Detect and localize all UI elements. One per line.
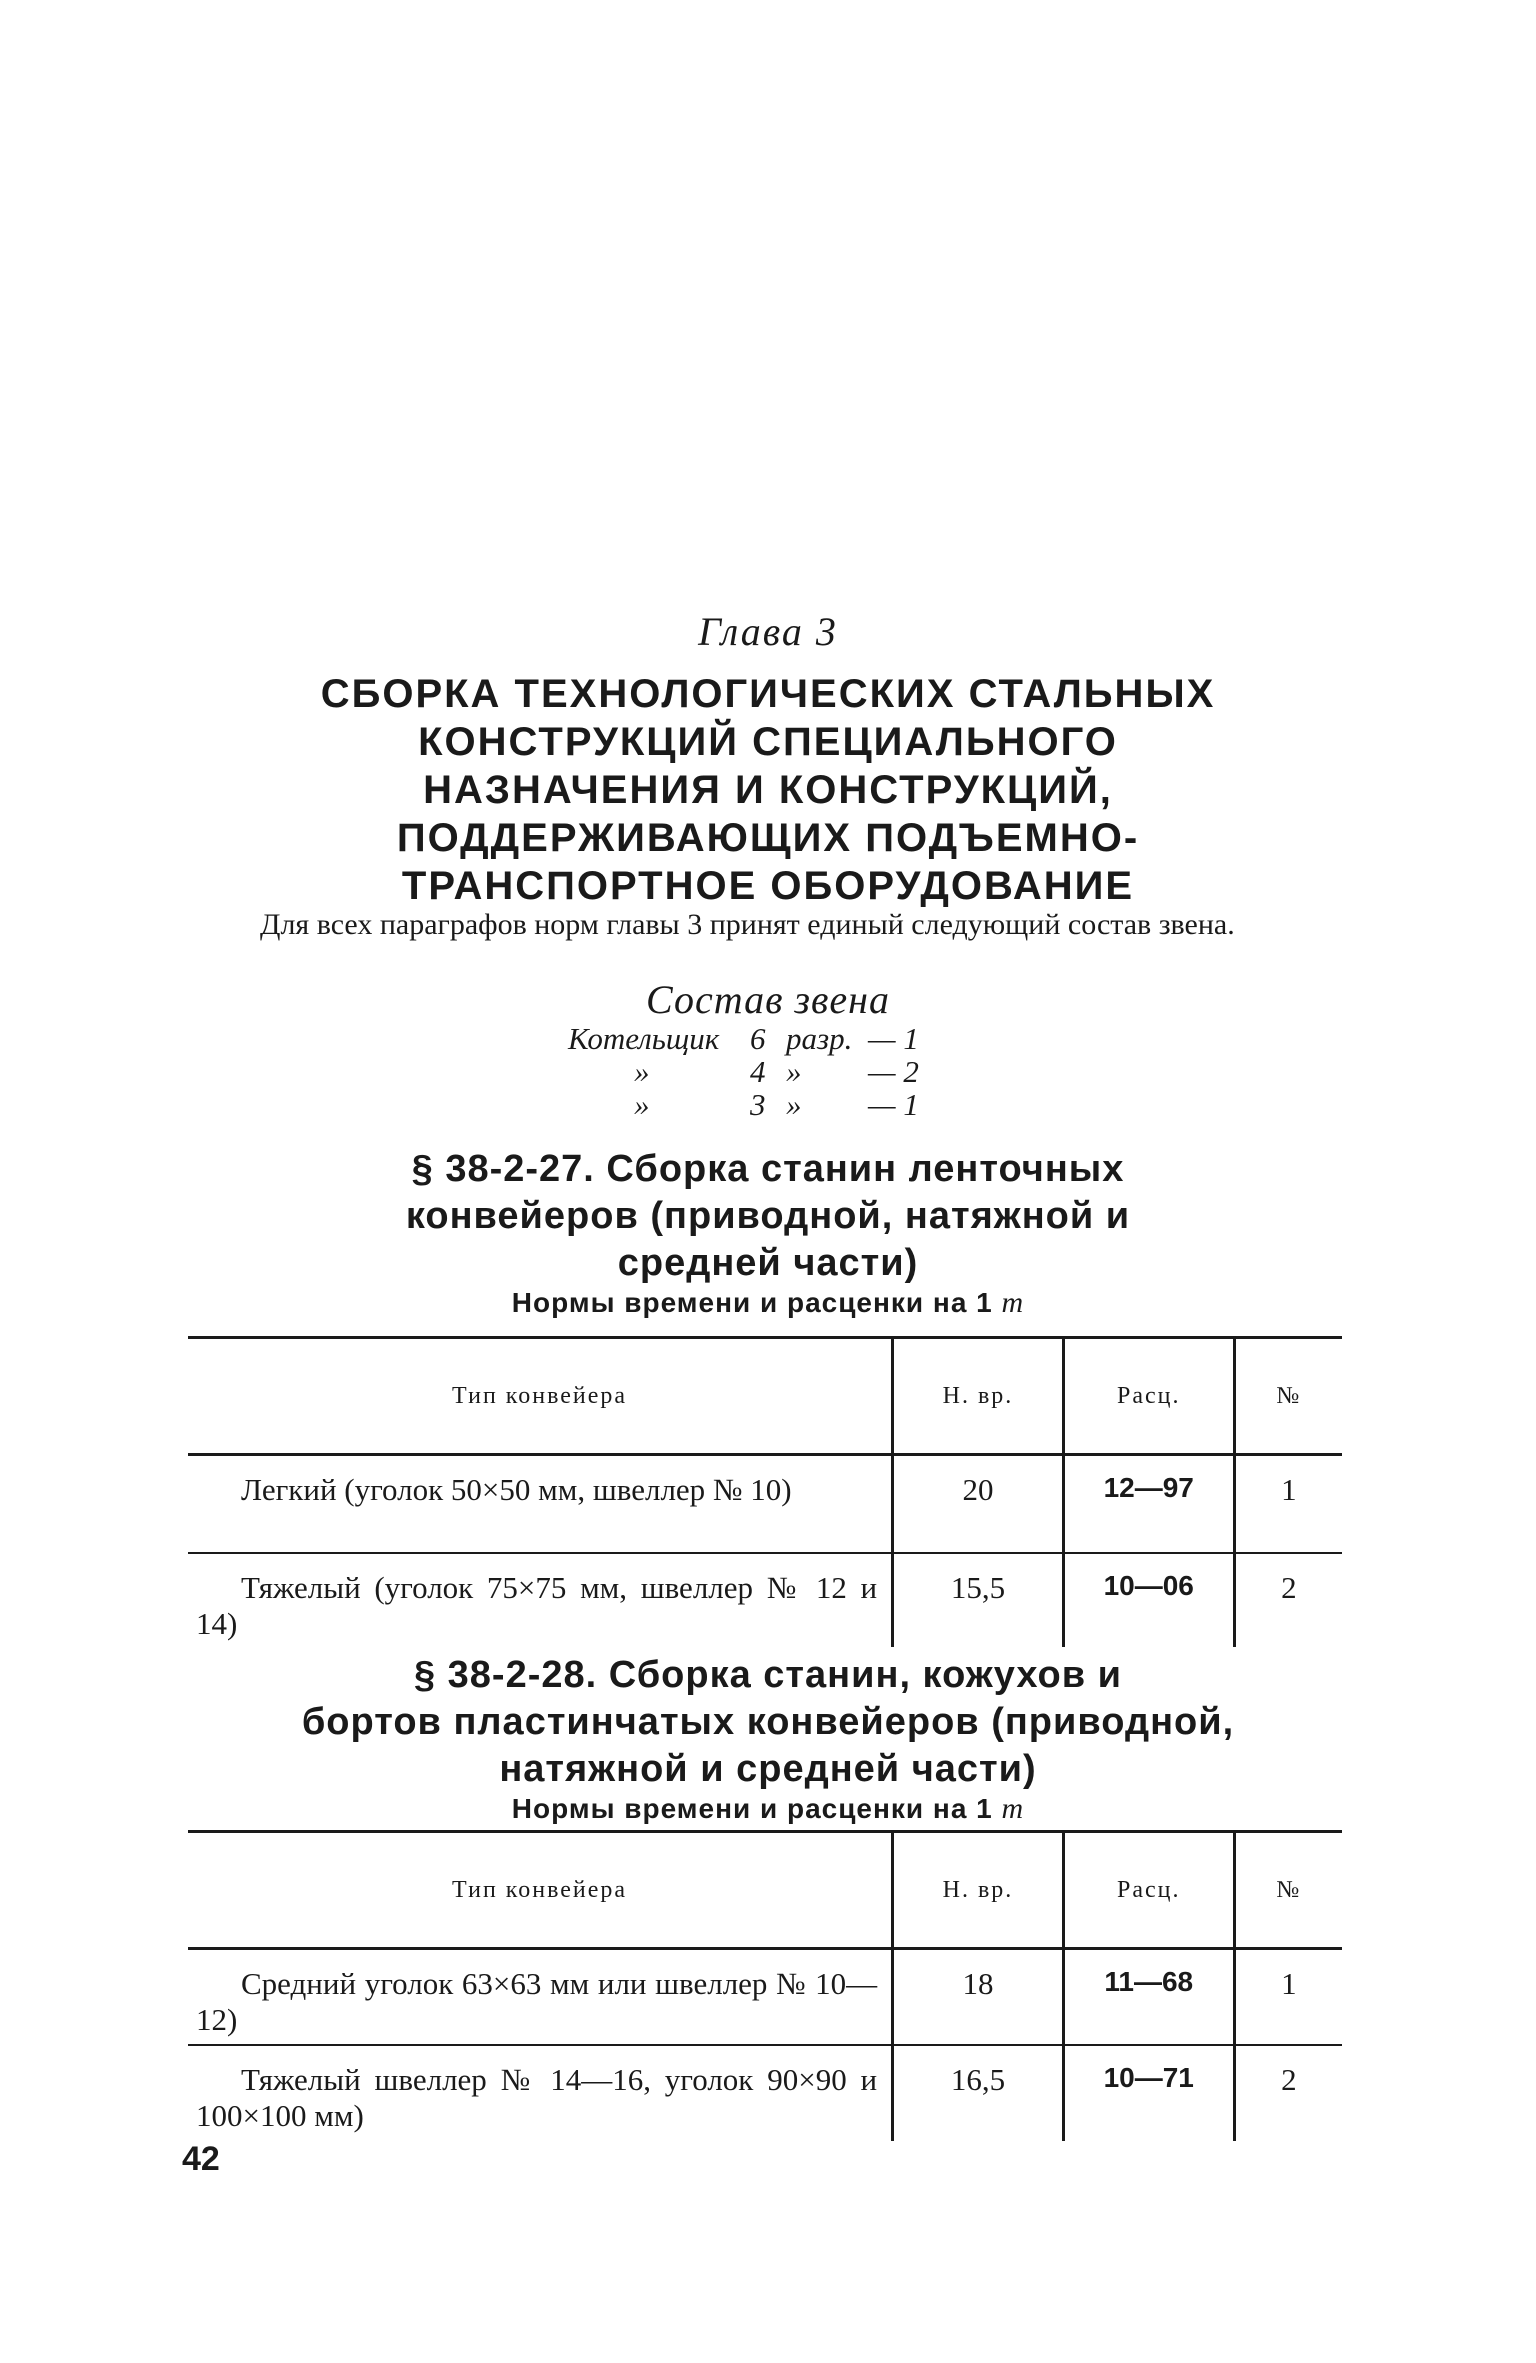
cell-hours: 16,5 bbox=[893, 2045, 1064, 2141]
crew-role: » bbox=[634, 1054, 650, 1089]
crew-role: » bbox=[634, 1087, 650, 1122]
norms-unit: т bbox=[1001, 1286, 1025, 1319]
table-header-row bbox=[188, 1832, 1342, 1949]
chapter-title-line: ТРАНСПОРТНОЕ ОБОРУДОВАНИЕ bbox=[401, 864, 1135, 908]
intro-paragraph: Для всех параграфов норм главы 3 принят единый следующий состав звена. bbox=[260, 908, 1235, 941]
section-title-line: § 38-2-27. Сборка станин ленточных bbox=[411, 1148, 1125, 1190]
crew-grade: 3 bbox=[750, 1087, 766, 1122]
section-title-line: конвейеров (приводной, натяжной и bbox=[405, 1195, 1131, 1237]
crew-row bbox=[0, 1088, 1536, 1121]
cell-type: Средний уголок 63×63 мм или швеллер № 10—12) bbox=[188, 1949, 893, 2045]
table-header-row bbox=[188, 1338, 1342, 1455]
cell-hours: 18 bbox=[893, 1949, 1064, 2045]
crew-grade-word: » bbox=[786, 1087, 802, 1122]
header-hours: Н. вр. bbox=[893, 1832, 1064, 1949]
header-rate: Расц. bbox=[1063, 1338, 1234, 1455]
cell-rate: 11—68 bbox=[1063, 1949, 1234, 2045]
crew-block bbox=[0, 978, 1536, 1121]
cell-type: Тяжелый швеллер № 14—16, уголок 90×90 и 100×100 мм) bbox=[196, 2061, 878, 2133]
section-title-line: натяжной и средней части) bbox=[499, 1748, 1037, 1790]
section-title bbox=[200, 1146, 1336, 1287]
chapter-title-line: ПОДДЕРЖИВАЮЩИХ ПОДЪЕМНО- bbox=[396, 816, 1140, 860]
table-row bbox=[188, 1455, 1342, 1553]
header-type: Тип конвейера bbox=[188, 1832, 893, 1949]
norms-table bbox=[188, 1830, 1342, 2141]
chapter-title-line: НАЗНАЧЕНИЯ И КОНСТРУКЦИЙ, bbox=[423, 768, 1113, 812]
chapter-title-line: СБОРКА ТЕХНОЛОГИЧЕСКИХ СТАЛЬНЫХ bbox=[320, 672, 1216, 716]
crew-count: — 1 bbox=[868, 1021, 919, 1056]
table-row bbox=[188, 1949, 1342, 2045]
section-title-line: бортов пластинчатых конвейеров (приводной, bbox=[301, 1701, 1235, 1743]
chapter-label: Глава 3 bbox=[698, 609, 838, 654]
header-num: № bbox=[1234, 1338, 1342, 1455]
cell-type: Тяжелый (уголок 75×75 мм, швеллер № 12 и 14) bbox=[196, 1569, 878, 1641]
section-title-line: § 38-2-28. Сборка станин, кожухов и bbox=[413, 1654, 1123, 1696]
norms-unit: т bbox=[1001, 1792, 1025, 1825]
section-title bbox=[200, 1652, 1336, 1793]
norms-caption bbox=[0, 1286, 1536, 1320]
norms-table bbox=[188, 1336, 1342, 1647]
chapter-title bbox=[240, 670, 1296, 910]
crew-grade: 6 bbox=[750, 1021, 766, 1056]
norms-caption-text: Нормы времени и расценки на 1 bbox=[511, 1793, 993, 1824]
norms-caption bbox=[0, 1792, 1536, 1826]
cell-num: 2 bbox=[1234, 1553, 1342, 1647]
chapter-title-line: КОНСТРУКЦИЙ СПЕЦИАЛЬНОГО bbox=[418, 720, 1118, 764]
crew-title: Состав звена bbox=[645, 977, 890, 1022]
header-num: № bbox=[1234, 1832, 1342, 1949]
crew-count: — 1 bbox=[868, 1087, 919, 1122]
cell-num: 1 bbox=[1234, 1949, 1342, 2045]
cell-rate: 12—97 bbox=[1063, 1455, 1234, 1553]
page-number: 42 bbox=[182, 2140, 220, 2178]
crew-role: Котельщик bbox=[568, 1021, 720, 1056]
norms-caption-text: Нормы времени и расценки на 1 bbox=[511, 1287, 993, 1318]
cell-rate: 10—06 bbox=[1063, 1553, 1234, 1647]
header-rate: Расц. bbox=[1063, 1832, 1234, 1949]
table-row bbox=[188, 2045, 1342, 2141]
crew-row bbox=[0, 1055, 1536, 1088]
cell-rate: 10—71 bbox=[1063, 2045, 1234, 2141]
header-type: Тип конвейера bbox=[188, 1338, 893, 1455]
crew-grade-word: » bbox=[786, 1054, 802, 1089]
cell-num: 2 bbox=[1234, 2045, 1342, 2141]
crew-grade: 4 bbox=[750, 1054, 766, 1089]
cell-num: 1 bbox=[1234, 1455, 1342, 1553]
cell-type: Легкий (уголок 50×50 мм, швеллер № 10) bbox=[188, 1455, 893, 1553]
section-title-line: средней части) bbox=[617, 1242, 919, 1284]
header-hours: Н. вр. bbox=[893, 1338, 1064, 1455]
table-row bbox=[188, 1553, 1342, 1647]
cell-hours: 20 bbox=[893, 1455, 1064, 1553]
cell-hours: 15,5 bbox=[893, 1553, 1064, 1647]
crew-count: — 2 bbox=[868, 1054, 919, 1089]
crew-grade-word: разр. bbox=[786, 1021, 853, 1056]
crew-row bbox=[0, 1022, 1536, 1055]
